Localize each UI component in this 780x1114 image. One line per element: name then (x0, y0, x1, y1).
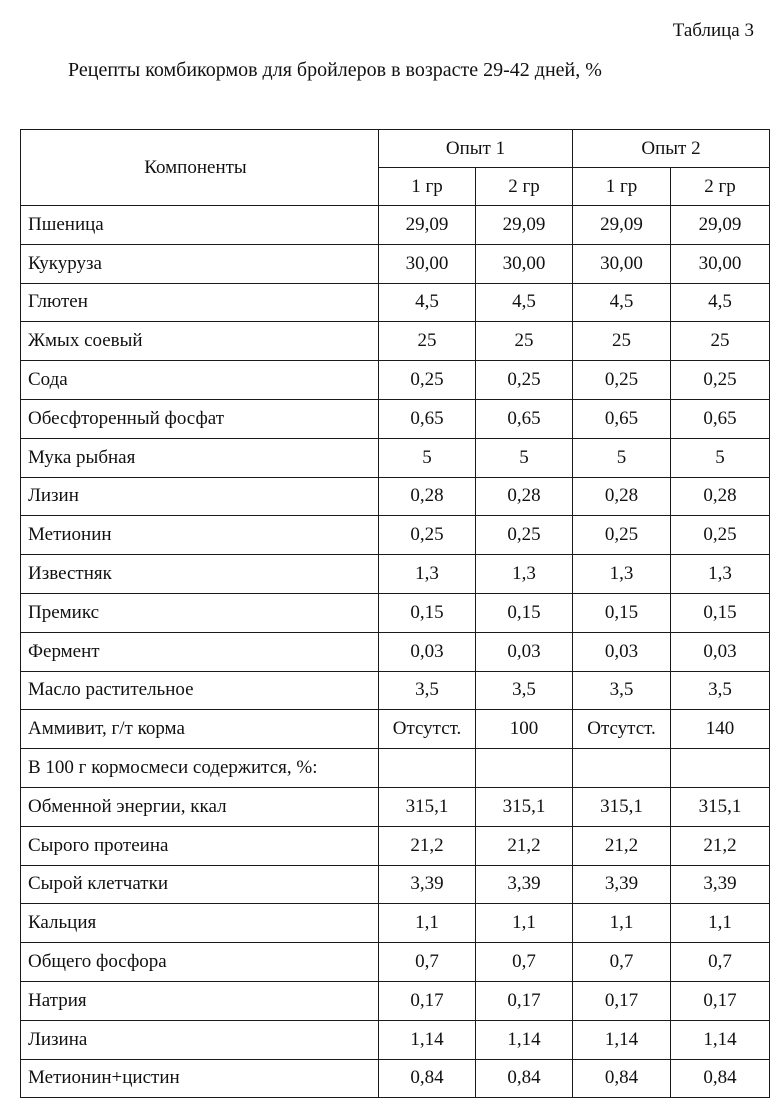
table-row (21, 904, 770, 943)
row-name: Премикс (21, 593, 379, 632)
experiment-2-header: Опыт 2 (573, 130, 770, 168)
table-body (21, 130, 770, 1098)
row-value: 3,39 (573, 865, 671, 904)
row-value: 5 (573, 438, 671, 477)
row-value: 0,28 (379, 477, 476, 516)
row-value: 30,00 (671, 244, 770, 283)
empty-cell (671, 749, 770, 788)
row-name: Сода (21, 361, 379, 400)
row-value: 0,15 (671, 593, 770, 632)
row-name: Сырой клетчатки (21, 865, 379, 904)
row-value: 5 (671, 438, 770, 477)
row-value: 4,5 (573, 283, 671, 322)
row-value: 3,5 (573, 671, 671, 710)
table-row (21, 865, 770, 904)
row-value: 1,14 (671, 1020, 770, 1059)
row-name: Общего фосфора (21, 943, 379, 982)
row-value: 1,1 (476, 904, 573, 943)
row-value: 0,17 (379, 981, 476, 1020)
table-row (21, 399, 770, 438)
row-value: 0,25 (573, 516, 671, 555)
row-name: Жмых соевый (21, 322, 379, 361)
row-value: 0,65 (379, 399, 476, 438)
table-row (21, 1059, 770, 1098)
row-value: 0,03 (379, 632, 476, 671)
row-value: 29,09 (476, 206, 573, 245)
table-row (21, 943, 770, 982)
row-name: Сырого протеина (21, 826, 379, 865)
row-value: 3,5 (379, 671, 476, 710)
row-value: 0,03 (573, 632, 671, 671)
row-value: 0,15 (379, 593, 476, 632)
row-value: 5 (379, 438, 476, 477)
row-value: 3,5 (671, 671, 770, 710)
row-value: 1,1 (671, 904, 770, 943)
row-value: 30,00 (476, 244, 573, 283)
row-value: 315,1 (379, 787, 476, 826)
row-name: Пшеница (21, 206, 379, 245)
row-value: 140 (671, 710, 770, 749)
table-row (21, 787, 770, 826)
group-header: 1 гр (379, 168, 476, 206)
row-value: 0,7 (573, 943, 671, 982)
table-row (21, 361, 770, 400)
group-header: 1 гр (573, 168, 671, 206)
row-name: Обесфторенный фосфат (21, 399, 379, 438)
row-name: Лизин (21, 477, 379, 516)
empty-cell (573, 749, 671, 788)
row-value: 315,1 (671, 787, 770, 826)
row-value: 4,5 (379, 283, 476, 322)
table-title: Рецепты комбикормов для бройлеров в возрасте 29-42 дней, % (68, 59, 602, 81)
row-value: 0,17 (671, 981, 770, 1020)
row-value: 4,5 (671, 283, 770, 322)
row-value: 1,1 (379, 904, 476, 943)
row-value: 1,3 (476, 555, 573, 594)
row-value: 25 (476, 322, 573, 361)
row-value: 0,65 (573, 399, 671, 438)
row-value: 100 (476, 710, 573, 749)
group-header: 2 гр (476, 168, 573, 206)
row-value: 3,39 (379, 865, 476, 904)
table-row (21, 826, 770, 865)
table-row (21, 632, 770, 671)
table-row (21, 555, 770, 594)
row-value: 0,28 (671, 477, 770, 516)
table-row (21, 244, 770, 283)
row-value: 0,15 (476, 593, 573, 632)
row-name: Глютен (21, 283, 379, 322)
row-value: 1,14 (476, 1020, 573, 1059)
row-value: 25 (379, 322, 476, 361)
table-row (21, 1020, 770, 1059)
table-row (21, 981, 770, 1020)
row-value: 21,2 (671, 826, 770, 865)
row-name: Кальция (21, 904, 379, 943)
row-value: 1,3 (379, 555, 476, 594)
row-value: 0,65 (671, 399, 770, 438)
row-value: 30,00 (573, 244, 671, 283)
row-value: 0,25 (476, 361, 573, 400)
row-value: Отсутст. (573, 710, 671, 749)
row-name: Мука рыбная (21, 438, 379, 477)
row-value: 25 (573, 322, 671, 361)
row-name: Известняк (21, 555, 379, 594)
table-row (21, 477, 770, 516)
row-value: 5 (476, 438, 573, 477)
row-value: 0,28 (476, 477, 573, 516)
row-value: 29,09 (573, 206, 671, 245)
row-value: 1,14 (379, 1020, 476, 1059)
feed-recipe-table (20, 129, 770, 1098)
row-name: Натрия (21, 981, 379, 1020)
table-row (21, 516, 770, 555)
section-row (21, 749, 770, 788)
row-name: Лизина (21, 1020, 379, 1059)
row-name: Обменной энергии, ккал (21, 787, 379, 826)
row-value: 0,17 (476, 981, 573, 1020)
row-value: 0,25 (476, 516, 573, 555)
header-row-experiments (21, 130, 770, 168)
row-value: 30,00 (379, 244, 476, 283)
row-value: 29,09 (671, 206, 770, 245)
table-row (21, 710, 770, 749)
row-name: Масло растительное (21, 671, 379, 710)
row-value: 0,7 (671, 943, 770, 982)
row-name: Аммивит, г/т корма (21, 710, 379, 749)
row-value: 0,84 (379, 1059, 476, 1098)
row-name: Кукуруза (21, 244, 379, 283)
row-value: 21,2 (476, 826, 573, 865)
row-value: 21,2 (573, 826, 671, 865)
row-value: 0,25 (671, 361, 770, 400)
row-value: 1,3 (671, 555, 770, 594)
row-value: 25 (671, 322, 770, 361)
row-value: 3,39 (671, 865, 770, 904)
row-name: Метионин+цистин (21, 1059, 379, 1098)
row-value: 315,1 (476, 787, 573, 826)
row-value: 29,09 (379, 206, 476, 245)
experiment-1-header: Опыт 1 (379, 130, 573, 168)
row-value: 0,84 (476, 1059, 573, 1098)
group-header: 2 гр (671, 168, 770, 206)
row-value: 0,15 (573, 593, 671, 632)
empty-cell (379, 749, 476, 788)
row-name: Фермент (21, 632, 379, 671)
row-value: 0,25 (379, 516, 476, 555)
table-row (21, 322, 770, 361)
row-value: 0,03 (671, 632, 770, 671)
row-value: 315,1 (573, 787, 671, 826)
table-row (21, 283, 770, 322)
row-name: Метионин (21, 516, 379, 555)
row-value: 0,84 (671, 1059, 770, 1098)
row-value: 0,03 (476, 632, 573, 671)
section-label: В 100 г кормосмеси содержится, %: (21, 749, 379, 788)
row-value: 3,39 (476, 865, 573, 904)
table-row (21, 593, 770, 632)
table-number-label: Таблица 3 (672, 20, 754, 41)
table-row (21, 438, 770, 477)
row-value: 0,25 (573, 361, 671, 400)
row-value: 1,1 (573, 904, 671, 943)
row-value: 0,7 (476, 943, 573, 982)
row-value: 0,25 (379, 361, 476, 400)
row-value: 0,65 (476, 399, 573, 438)
row-value: 3,5 (476, 671, 573, 710)
empty-cell (476, 749, 573, 788)
row-value: 4,5 (476, 283, 573, 322)
row-value: 0,7 (379, 943, 476, 982)
table-row (21, 206, 770, 245)
row-value: 0,25 (671, 516, 770, 555)
row-value: 0,17 (573, 981, 671, 1020)
row-value: Отсутст. (379, 710, 476, 749)
row-value: 1,3 (573, 555, 671, 594)
row-value: 1,14 (573, 1020, 671, 1059)
row-value: 21,2 (379, 826, 476, 865)
row-value: 0,84 (573, 1059, 671, 1098)
table-row (21, 671, 770, 710)
components-header: Компоненты (21, 130, 379, 206)
row-value: 0,28 (573, 477, 671, 516)
